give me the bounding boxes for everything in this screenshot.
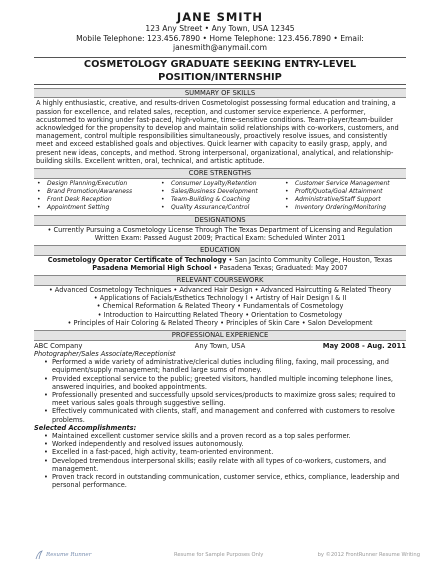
strengths-column-1: [34, 180, 158, 213]
list-item: • Maintained excellent customer service skills and a proven record as a top sales performer.: [52, 432, 406, 440]
list-item: • Proven track record in outstanding communication, customer service, ethics, compliance, leadership and personal performance.: [52, 473, 406, 489]
job-dates: May 2008 - Aug. 2011: [322, 341, 406, 350]
resume-runner-logo: [34, 550, 104, 560]
coursework-line: • Principles of Hair Coloring & Related Theory • Principles of Skin Care • Salon Development: [67, 318, 373, 327]
education-heading: EDUCATION: [34, 245, 406, 256]
strengths-column-2: [158, 180, 282, 213]
designation-detail: Written Exam: Passed August 2009; Practical Exam: Scheduled Winter 2011: [94, 234, 346, 243]
job-location: Any Town, USA: [194, 341, 246, 350]
list-item: • Provided exceptional service to the public; greeted visitors, handled multiple incoming telephone lines, answered inquiries, and booked appointments.: [52, 375, 406, 391]
job-title: Photographer/Sales Associate/Receptionist: [34, 350, 176, 359]
coursework-line: • Applications of Facials/Esthetics Technology I • Artistry of Hair Design I & II: [93, 294, 347, 303]
runner-icon: [34, 550, 44, 560]
copyright-note: by ©2012 FrontRunner Resume Writing: [317, 552, 420, 558]
job-header: [34, 342, 406, 350]
list-item: • Effectively communicated with clients, staff, and management and conferred with customers to resolve problems.: [52, 407, 406, 423]
summary-heading: SUMMARY OF SKILLS: [34, 88, 406, 99]
contact-line: Mobile Telephone: 123.456.7890 • Home Telephone: 123.456.7890 • Email: janesmith@anymail.com: [76, 33, 364, 53]
accomplishments-list: [34, 432, 406, 489]
coursework-line: • Chemical Reformation & Related Theory • Fundamentals of Cosmetology: [96, 302, 344, 311]
strength-item: • Administrative/Staff Support: [282, 196, 406, 204]
strength-item: • Sales/Business Development: [158, 188, 282, 196]
strength-item: • Consumer Loyalty/Retention: [158, 180, 282, 188]
strength-item: • Customer Service Management: [282, 180, 406, 188]
address-line: 123 Any Street • Any Town, USA 12345: [145, 24, 295, 33]
coursework-heading: RELEVANT COURSEWORK: [34, 275, 406, 286]
candidate-name: JANE SMITH: [176, 10, 264, 24]
education-high-school: [34, 264, 406, 272]
strength-item: • Quality Assurance/Control: [158, 204, 282, 212]
summary-text: A highly enthusiastic, creative, and results-driven Cosmetologist possessing formal education and training, a passion for excellence, and related sales, reception, and customer service experience. A performer, accustomed to working under fast-paced, high-volume, time-sensitive conditions. Team-player/team-builder acknowledged for the propensity to develop and maintain solid relationships with co-workers, customers, and management, control multiple responsibilities simultaneously, proactively resolve issues, and consistently meet and exceed established goals and objectives. Quick learner with capacity to easily grasp, apply, and present new ideas, concepts, and method. Strong interpersonal, organizational, analytical, and relationship-building skills. Excellent written, oral, technical, and artistic aptitude.: [36, 99, 399, 165]
page-footer: [34, 548, 420, 562]
designation-line: • Currently Pursuing a Cosmetology License Through The Texas Department of Licensing and Regulation: [47, 226, 393, 234]
list-item: • Developed tremendous interpersonal skills; easily relate with all types of co-workers, customers, and management.: [52, 457, 406, 473]
list-item: • Excelled in a fast-paced, high activity, team-oriented environment.: [52, 448, 406, 456]
core-strengths-heading: CORE STRENGTHS: [34, 168, 406, 179]
certificate-name: Cosmetology Operator Certificate of Technology: [47, 256, 227, 264]
education-certificate: [34, 256, 406, 264]
strength-item: • Inventory Ordering/Monitoring: [282, 204, 406, 212]
logo-text: Resume Runner: [46, 552, 92, 558]
experience-heading: PROFESSIONAL EXPERIENCE: [34, 330, 406, 341]
designations-heading: DESIGNATIONS: [34, 215, 406, 226]
list-item: • Performed a wide variety of administrative/clerical duties including filing, faxing, mail processing, and equipment/supply management; handled large sums of money.: [52, 358, 406, 374]
duties-list: [34, 358, 406, 424]
sample-note: Resume for Sample Purposes Only: [174, 552, 264, 558]
list-item: • Worked independently and resolved issues autonomously.: [52, 440, 406, 448]
list-item: • Professionally presented and successfully upsold services/products to maximize gross sales; required to meet various sales goals through suggestive selling.: [52, 391, 406, 407]
strength-item: • Design Planning/Execution: [34, 180, 158, 188]
strength-item: • Front Desk Reception: [34, 196, 158, 204]
core-strengths-list: [34, 180, 406, 213]
strength-item: • Brand Promotion/Awareness: [34, 188, 158, 196]
strength-item: • Appointment Setting: [34, 204, 158, 212]
coursework-line: • Advanced Cosmetology Techniques • Advanced Hair Design • Advanced Haircutting & Related Theory: [48, 286, 392, 294]
coursework-line: • Introduction to Haircutting Related Theory • Orientation to Cosmetology: [97, 310, 343, 319]
high-school-name: Pasadena Memorial High School: [92, 264, 212, 273]
company-name: ABC Company: [34, 341, 83, 350]
strength-item: • Profit/Quota/Goal Attainment: [282, 188, 406, 196]
strength-item: • Team-Building & Coaching: [158, 196, 282, 204]
strengths-column-3: [282, 180, 406, 213]
high-school-detail: • Pasadena Texas; Graduated: May 2007: [211, 264, 348, 273]
objective-title: COSMETOLOGY GRADUATE SEEKING ENTRY-LEVEL POSITION/INTERNSHIP: [34, 57, 406, 85]
certificate-school: • San Jacinto Community College, Houston, Texas: [226, 256, 393, 264]
accomplishments-heading: Selected Accomplishments:: [34, 423, 137, 432]
